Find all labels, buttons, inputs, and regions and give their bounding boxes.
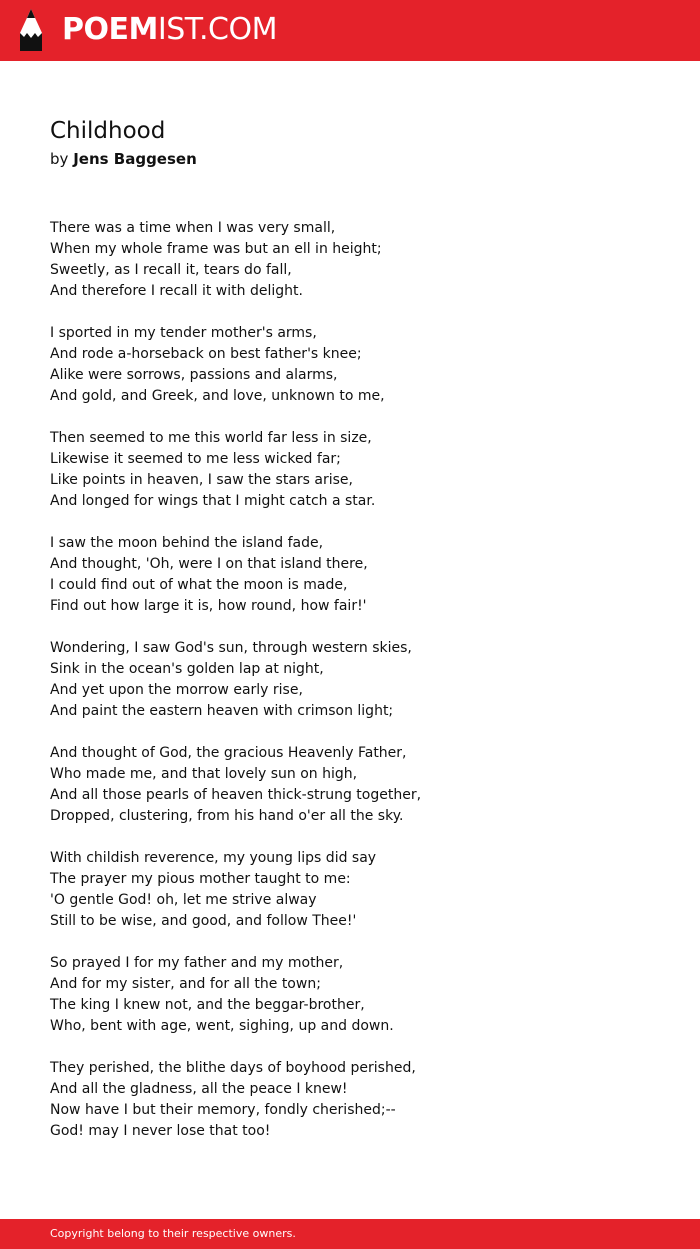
poem-line: And for my sister, and for all the town; xyxy=(50,976,321,992)
pencil-tip-icon[interactable] xyxy=(18,9,44,51)
poem-line: Find out how large it is, how round, how fair!' xyxy=(50,598,367,614)
poem-line: The prayer my pious mother taught to me: xyxy=(50,871,351,887)
poem-line: And gold, and Greek, and love, unknown to me, xyxy=(50,388,385,404)
poem-line: Still to be wise, and good, and follow Thee!' xyxy=(50,913,357,929)
logo-text-bold: POEM xyxy=(62,12,158,47)
poem-line: And thought, 'Oh, were I on that island there, xyxy=(50,556,368,572)
stanza xyxy=(50,218,670,302)
stanza xyxy=(50,323,670,407)
poem-line: So prayed I for my father and my mother, xyxy=(50,955,344,971)
poem-line: Who, bent with age, went, sighing, up and down. xyxy=(50,1018,394,1034)
poem-body xyxy=(50,218,670,1163)
poem-line: Like points in heaven, I saw the stars arise, xyxy=(50,472,353,488)
poem-line: Dropped, clustering, from his hand o'er all the sky. xyxy=(50,808,404,824)
logo-text-light: IST.COM xyxy=(157,12,277,47)
poem-line: Then seemed to me this world far less in size, xyxy=(50,430,372,446)
poem-line: With childish reverence, my young lips did say xyxy=(50,850,377,866)
poem-line: The king I knew not, and the beggar-brother, xyxy=(50,997,365,1013)
poem-line: Likewise it seemed to me less wicked far; xyxy=(50,451,341,467)
site-logo[interactable] xyxy=(62,13,277,47)
copyright-notice: Copyright belong to their respective owners. xyxy=(50,1227,296,1240)
stanza xyxy=(50,743,670,827)
byline xyxy=(50,148,197,170)
poem-line: Alike were sorrows, passions and alarms, xyxy=(50,367,338,383)
author-name[interactable]: Jens Baggesen xyxy=(73,150,197,168)
poem-line: And rode a-horseback on best father's knee; xyxy=(50,346,362,362)
poem-line: And all those pearls of heaven thick-strung together, xyxy=(50,787,422,803)
poem-line: Wondering, I saw God's sun, through western skies, xyxy=(50,640,412,656)
poem-line: I sported in my tender mother's arms, xyxy=(50,325,317,341)
poem-line: Sink in the ocean's golden lap at night, xyxy=(50,661,324,677)
stanza xyxy=(50,1058,670,1142)
poem-line: And paint the eastern heaven with crimson light; xyxy=(50,703,394,719)
poem-line: And longed for wings that I might catch a star. xyxy=(50,493,376,509)
poem-line: I saw the moon behind the island fade, xyxy=(50,535,324,551)
poem-line: Now have I but their memory, fondly cherished;-- xyxy=(50,1102,396,1118)
by-label: by xyxy=(50,150,69,168)
stanza xyxy=(50,848,670,932)
poem-line: They perished, the blithe days of boyhood perished, xyxy=(50,1060,416,1076)
poem-line: And yet upon the morrow early rise, xyxy=(50,682,303,698)
poem-line: And all the gladness, all the peace I knew! xyxy=(50,1081,348,1097)
stanza xyxy=(50,533,670,617)
poem-line: And thought of God, the gracious Heavenly Father, xyxy=(50,745,407,761)
poem-line: There was a time when I was very small, xyxy=(50,220,336,236)
poem-line: When my whole frame was but an ell in height; xyxy=(50,241,382,257)
stanza xyxy=(50,428,670,512)
poem-line: God! may I never lose that too! xyxy=(50,1123,271,1139)
poem-title: Childhood xyxy=(50,118,166,144)
poem-line: 'O gentle God! oh, let me strive alway xyxy=(50,892,317,908)
poem-line: Sweetly, as I recall it, tears do fall, xyxy=(50,262,292,278)
poem-line: Who made me, and that lovely sun on high, xyxy=(50,766,358,782)
poem-line: And therefore I recall it with delight. xyxy=(50,283,303,299)
poem-line: I could find out of what the moon is made, xyxy=(50,577,348,593)
stanza xyxy=(50,638,670,722)
site-footer xyxy=(0,1219,700,1249)
site-header xyxy=(0,0,700,61)
stanza xyxy=(50,953,670,1037)
